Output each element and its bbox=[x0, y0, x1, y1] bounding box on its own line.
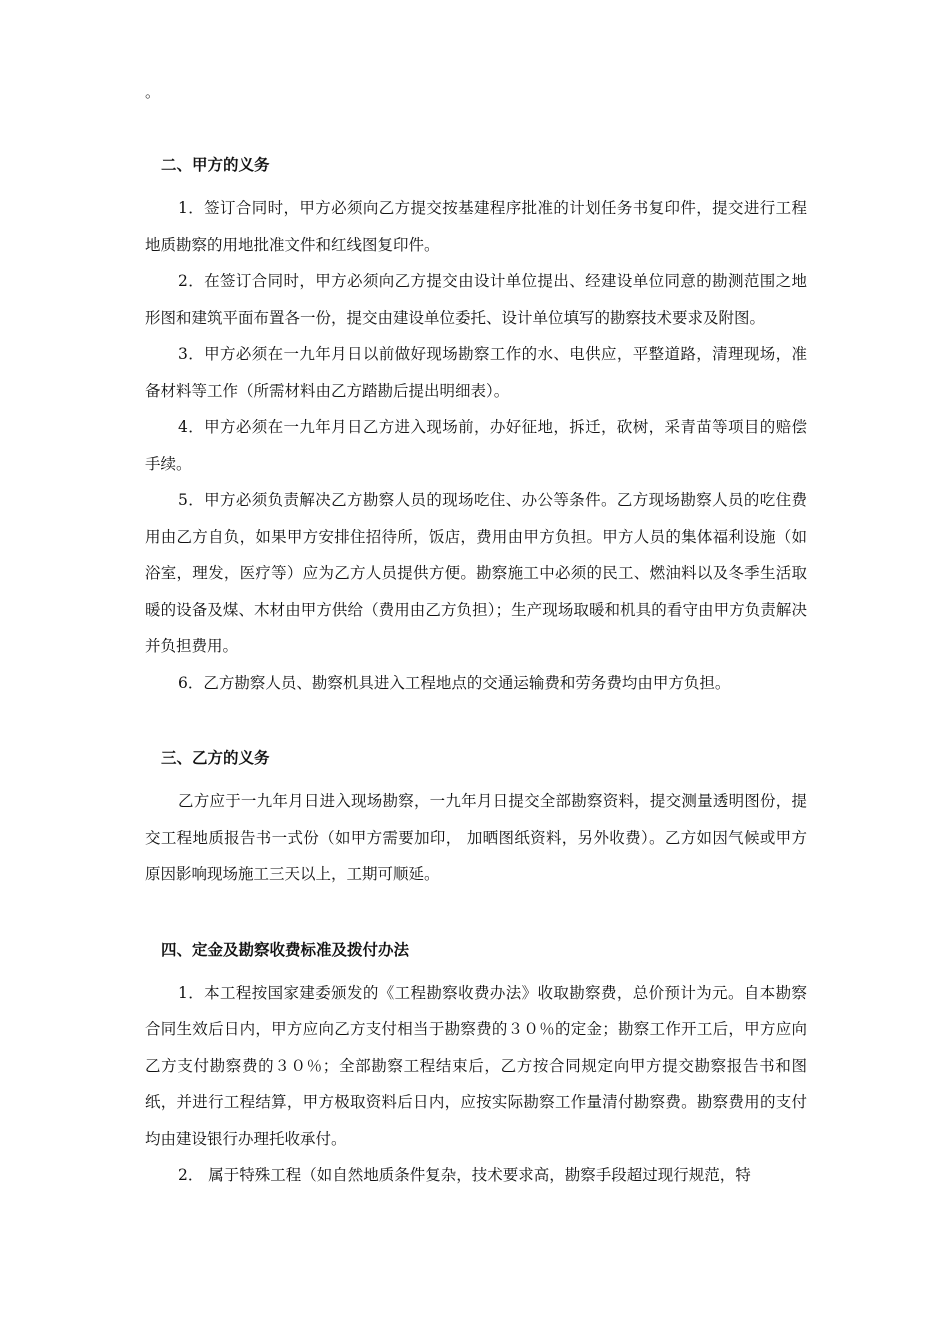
clause-paragraph: 2． 属于特殊工程（如自然地质条件复杂，技术要求高，勘察手段超过现行规范，特 bbox=[178, 1166, 751, 1184]
section-heading: 三、乙方的义务 bbox=[161, 749, 270, 767]
document-page bbox=[145, 82, 807, 1194]
clause-paragraph: 乙方应于一九年月日进入现场勘察，一九年月日提交全部勘察资料，提交测量透明图份，提交工程地质报告书一式份（如甲方需要加印， 加晒图纸资料，另外收费）。乙方如因气候或甲方原因影响现场施工三天以上，工期可顺延。 bbox=[145, 792, 807, 883]
section-party-b-obligations bbox=[145, 745, 807, 893]
section-party-a-obligations bbox=[145, 152, 807, 701]
clause-paragraph: 3．甲方必须在一九年月日以前做好现场勘察工作的水、电供应，平整道路，清理现场，准备材料等工作（所需材料由乙方踏勘后提出明细表）。 bbox=[145, 345, 807, 400]
clause-paragraph: 6．乙方勘察人员、勘察机具进入工程地点的交通运输费和劳务费均由甲方负担。 bbox=[178, 673, 731, 692]
leading-punctuation: 。 bbox=[145, 83, 161, 101]
clause-paragraph: 4．甲方必须在一九年月日乙方进入现场前，办好征地，拆迁，砍树，采青苗等项目的赔偿手续。 bbox=[145, 418, 807, 473]
clause-paragraph: 5．甲方必须负责解决乙方勘察人员的现场吃住、办公等条件。乙方现场勘察人员的吃住费用由乙方自负，如果甲方安排住招待所，饭店，费用由甲方负担。甲方人员的集体福利设施（如浴室，理发，医疗等）应为乙方人员提供方便。勘察施工中必须的民工、燃油料以及冬季生活取暖的设备及煤、木材由甲方供给（费用由乙方负担）；生产现场取暖和机具的看守由甲方负责解决并负担费用。 bbox=[145, 491, 807, 655]
section-heading: 四、定金及勘察收费标准及拨付办法 bbox=[161, 940, 410, 959]
section-deposit-and-fees bbox=[145, 937, 807, 1194]
clause-paragraph: 2．在签订合同时，甲方必须向乙方提交由设计单位提出、经建设单位同意的勘测范围之地形图和建筑平面布置各一份，提交由建设单位委托、设计单位填写的勘察技术要求及附图。 bbox=[145, 272, 807, 327]
section-heading: 二、甲方的义务 bbox=[161, 156, 270, 174]
clause-paragraph: 1．本工程按国家建委颁发的《工程勘察收费办法》收取勘察费，总价预计为元。自本勘察合同生效后日内，甲方应向乙方支付相当于勘察费的３０％的定金；勘察工作开工后，甲方应向乙方支付勘察费的３０％；全部勘察工程结束后，乙方按合同规定向甲方提交勘察报告书和图纸，并进行工程结算，甲方极取资料后日内，应按实际勘察工作量清付勘察费。勘察费用的支付均由建设银行办理托收承付。 bbox=[145, 983, 807, 1148]
clause-paragraph: 1．签订合同时，甲方必须向乙方提交按基建程序批准的计划任务书复印件，提交进行工程地质勘察的用地批准文件和红线图复印件。 bbox=[145, 199, 807, 254]
